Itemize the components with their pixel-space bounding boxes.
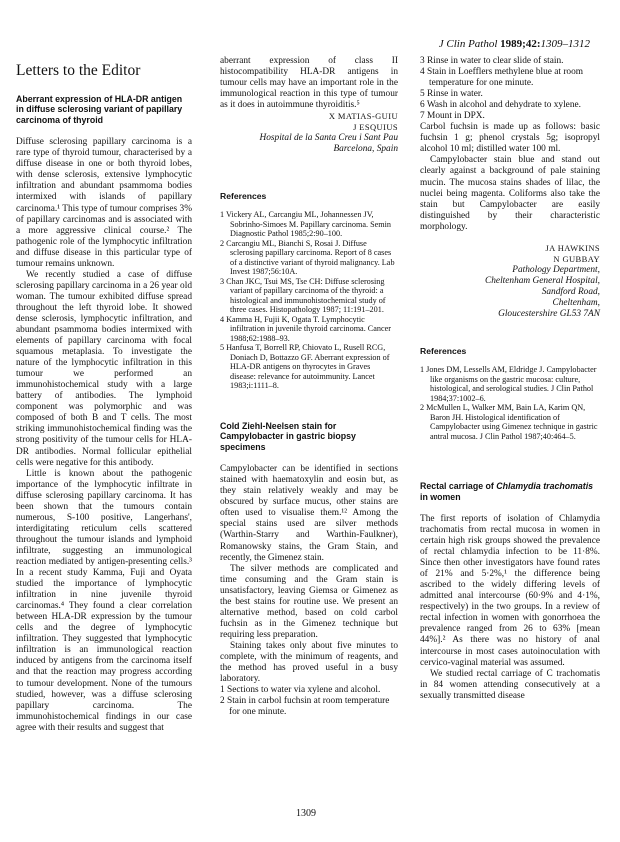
references-heading: References: [420, 346, 467, 357]
letter2-paragraph: Campylobacter can be identified in sections stained with haematoxylin and eosin but, as they stain relatively weakly and may be obscured by surface mucus, other stains are often used to visualise them.¹² Among the special stains used are silver methods (Warthin-Starry and Warthin-Faulkner), Romanowsky stains, the Gram Stain, and recently, the Gimenez stain.: [220, 464, 398, 563]
reference-item: 4 Kamma H, Fujii K, Ogata T. Lymphocytic infiltration in juvenile thyroid carcinoma. Cancer 1988;62:1988–93.: [220, 314, 391, 343]
affiliation-line: Hospital de la Santa Creu i Sant Pau: [259, 133, 398, 144]
letter2-title: Cold Ziehl-Neelsen stain for Campylobacter in gastric biopsy specimens: [220, 420, 356, 452]
reference-item: 2 McMullen L, Walker MM, Bain LA, Karim QN, Baron JH. Histological identification of Campylobacter using Gimenez technique in gastric antral mucosa. J Clin Pathol 1987;40:464–5.: [420, 403, 598, 441]
letter2-paragraph: Campylobacter stain blue and stand out clearly against a background of pale staining mucin. The mucosa stains shades of lilac, the nuclei being magenta. Coliforms also take the stain but Campylobacter are easily distinguished by their characteristic morphology.: [420, 155, 600, 232]
author-name: X MATIAS-GUIU: [328, 111, 398, 122]
running-header: [439, 38, 590, 50]
page-number: 1309: [296, 808, 316, 819]
reference-item: 2 Carcangiu ML, Bianchi S, Rosai J. Diffuse sclerosing papillary carcinoma. Report of 8 cases of a distinctive variant of thyroid malignancy. Lab Invest 1987;56:10A.: [220, 238, 395, 277]
reference-item: 1 Jones DM, Lessells AM, Eldridge J. Campylobacter like organisms on the gastric mucosa: culture, histological, and serological studies. J Clin Pathol 1984;37:1002–6.: [420, 365, 597, 403]
journal-pages: 1309–1312: [540, 38, 590, 50]
author-name: JA HAWKINS: [545, 242, 600, 253]
affiliation-line: Cheltenham,: [552, 297, 600, 308]
affiliation-line: Sandford Road,: [541, 286, 600, 297]
method-step: 5 Rinse in water.: [420, 89, 483, 100]
letter2-references: [420, 365, 600, 441]
column-1: [16, 94, 192, 734]
letter1-signature: [220, 111, 398, 155]
letter3-paragraph: We studied rectal carriage of C trachomatis in 84 women attending consecutively at a sexually transmitted disease: [420, 668, 600, 701]
journal-volume: 1989;42:: [500, 38, 541, 50]
journal-name: J Clin Pathol: [438, 38, 498, 50]
letter1-references: [220, 210, 398, 391]
letter1-paragraph: Little is known about the pathogenic importance of the lymphocytic infiltrate in diffuse sclerosing papillary carcinoma. It has been shown that the tumours contain numerous, S-100 positive, Langerhans', interdigitating reticulum cells scattered throughout the tumour islands and lymphoid infiltrate, suggesting an immunological reaction mediated by antigen-presenting cells.³ In a recent study Kamma, Fuji and Oyata studied the importance of lymphocytic infiltration in nine juvenile thyroid carcinomas.⁴ They found a clear correlation between HLA-DR expression by the tumour cells and the degree of lymphocytic infiltration. They suggested that lymphocytic infiltration is an immunological reaction induced by antigens from the carcinoma itself and that the reaction may progress according to tumour development. None of the tumours studied, however, was a diffuse sclerosing papillary carcinoma. The immunohistochemical findings in our case agree with their results and suggest that: [16, 468, 192, 733]
letter1-paragraph: We recently studied a case of diffuse sclerosing papillary carcinoma in a 26 year old woman. The tumour exhibited diffuse spread throughout the left thyroid lobe. It showed dense sclerosis, lymphocytic infiltration, and abundant psammoma bodies intermixed with elements of papillary carcinoma with focal squamous metaplasia. To investigate the nature of the lymphocytic infiltration in this tumour we performed an immunohistochemical study with a large battery of antibodies. The lymphoid component was polymorphic and was composed of both B and T cells. The most striking immunohistochemical finding was the strong positivity of the tumour cells for HLA-DR antibodies. Normal follicular epithelial cells were negative for this antibody.: [16, 269, 192, 468]
author-name: N GUBBAY: [553, 253, 600, 264]
letter3-title-organism: Chlamydia trachomatis: [496, 481, 594, 492]
method-step: 2 Stain in carbol fuchsin at room temperature for one minute.: [220, 696, 390, 718]
reference-item: 5 Hanfusa T, Borrell RP, Chiovato L, Rusell RCG, Doniach D, Bottazzo GF. Aberrant expression of HLA-DR antigens on thyrocytes in Graves disease: relevance for autoimmunity. Lancet 1983;i:1111–8.: [220, 343, 390, 391]
column-2: [220, 56, 398, 718]
letter1-title: Aberrant expression of HLA-DR antigen in diffuse sclerosing variant of papillary carcinoma of thyroid: [16, 94, 183, 125]
method-step: 1 Sections to water via xylene and alcohol.: [220, 685, 381, 696]
letter3-title-prefix: Rectal carriage of: [420, 481, 497, 492]
method-step: 4 Stain in Loefflers methylene blue at room temperature for one minute.: [420, 67, 584, 89]
letter3-paragraph: The first reports of isolation of Chlamydia trachomatis from rectal mucosa in women in certain high risk groups showed the prevalence of rectal chlamydia infection to be 11·8%. Since then other investigators have found rates of 21% and 5·2%,¹ the difference being ascribed to the widely differing levels of admitted anal intercourse (60·9% and 4·1%, respectively) in the two groups. In a review of rectal infection in women with gonorrhoea the prevalence ranged from 26 to 63% [mean 44%].² As there was no history of anal intercourse in most cases autoinoculation with cervico-vaginal material was assumed.: [420, 513, 600, 668]
letter2-paragraph: Staining takes only about five minutes to complete, with the minimum of reagents, and the method has proved useful in a busy laboratory.: [220, 640, 398, 685]
letter2-paragraph: The silver methods are complicated and time consuming and the Gram stain is unsatisfactory, leaving Giemsa or Gimenez as the best stains for routine use. We present an alternative method, based on cold carbol fuchsin as in the Gimenez technique but requiring less preparation.: [220, 563, 398, 640]
letter3-title: [420, 481, 600, 502]
reference-item: 1 Vickery AL, Carcangiu ML, Johannessen JV, Sobrinho-Simoes M. Papillary carcinoma. Semin Diagnostic Pathol 1985;2:90–100.: [220, 210, 391, 239]
author-name: J ESQUIUS: [353, 122, 398, 133]
method-step: 6 Wash in alcohol and dehydrate to xylene.: [420, 100, 581, 111]
affiliation-line: Pathology Department,: [512, 264, 600, 275]
column-3: [420, 56, 600, 702]
method-step: 3 Rinse in water to clear slide of stain.: [420, 56, 564, 66]
affiliation-line: Cheltenham General Hospital,: [485, 275, 600, 286]
references-heading: References: [220, 191, 267, 202]
method-step: 7 Mount in DPX.: [420, 111, 485, 122]
reference-item: 3 Chan JKC, Tsui MS, Tse CH: Diffuse sclerosing variant of papillary carcinoma of the thyroid: a histological and immunohistochemical study of three cases. Histopathology 1987; 11:191–201.: [220, 276, 386, 315]
letter3-title-suffix: in women: [420, 491, 461, 502]
affiliation-line: Gloucestershire GL53 7AN: [498, 309, 600, 320]
letter1-paragraph: Diffuse sclerosing papillary carcinoma is a rare type of thyroid tumour, characterised by a diffuse disease in one or both thyroid lobes, with dense sclerosis, extensive lymphocytic infiltration and abundant psammoma bodies intermixed with islands of papillary carcinoma.¹ This type of tumour comprises 3% of papillary carcinomas and is associated with a more aggressive clinical course.² The pathogenic role of the lymphocytic infiltration and diffuse disease in this particular type of tumour remains unknown.: [16, 137, 192, 269]
affiliation-line: Barcelona, Spain: [333, 144, 398, 155]
letter2-paragraph: Carbol fuchsin is made up as follows: basic fuchsin 1 g; phenol crystals 5g; isopropyl alcohol 10 ml; distilled water 100 ml.: [420, 122, 600, 155]
letter1-paragraph: aberrant expression of class II histocompatibility HLA-DR antigens in tumour cells may have an important role in the immunological reaction in this type of tumour as it does in autoimmune thyroiditis.⁵: [220, 56, 398, 111]
section-title: Letters to the Editor: [16, 62, 141, 79]
letter2-signature: [420, 243, 600, 320]
